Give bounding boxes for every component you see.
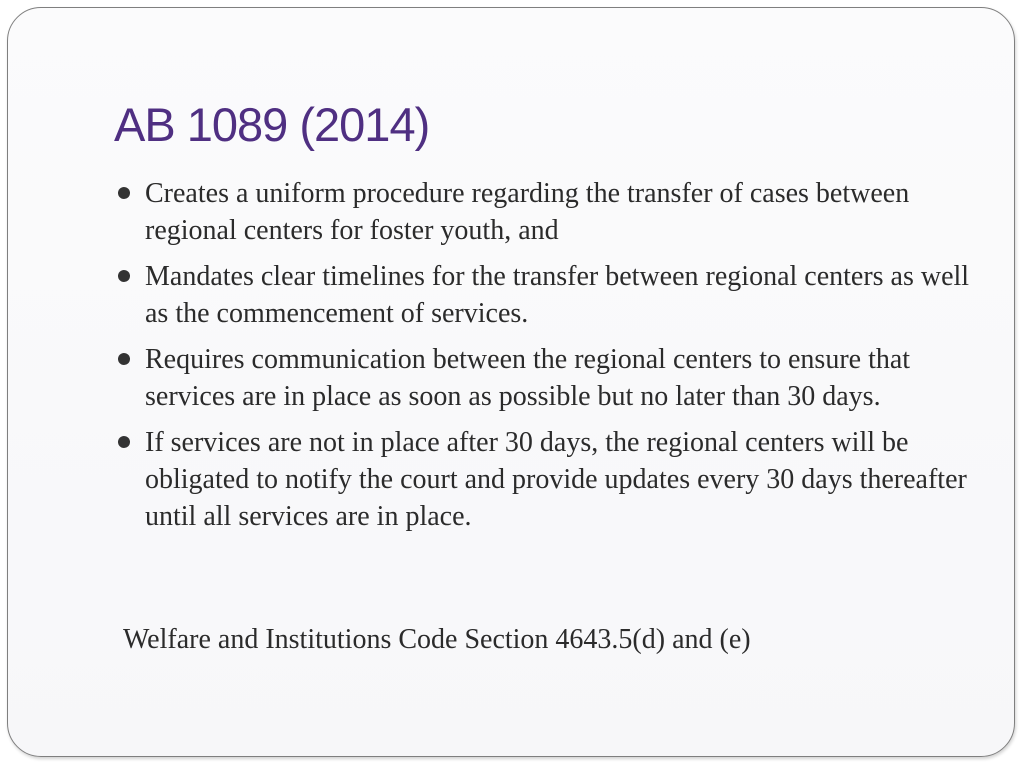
slide-frame [7,7,1015,757]
bullet-item [116,341,976,415]
bullet-item [116,258,976,332]
bullet-text: Requires communication between the regional centers to ensure that services are in place as soon as possible but no later than 30 days. [145,344,911,412]
bullet-dot-icon [118,353,130,365]
slide-title: AB 1089 (2014) [114,98,430,151]
bullet-text: If services are not in place after 30 days, the regional centers will be obligated to notify the court and provide updates every 30 days thereafter until all services are in place. [145,427,967,532]
bullet-list [116,175,976,544]
bullet-dot-icon [118,270,130,282]
citation-text: Welfare and Institutions Code Section 4643.5(d) and (e) [123,624,751,655]
bullet-dot-icon [118,187,130,199]
bullet-text: Creates a uniform procedure regarding the transfer of cases between regional centers for foster youth, and [145,178,910,246]
bullet-item [116,424,976,535]
bullet-item [116,175,976,249]
bullet-dot-icon [118,436,130,448]
bullet-text: Mandates clear timelines for the transfer between regional centers as well as the commencement of services. [145,261,970,329]
